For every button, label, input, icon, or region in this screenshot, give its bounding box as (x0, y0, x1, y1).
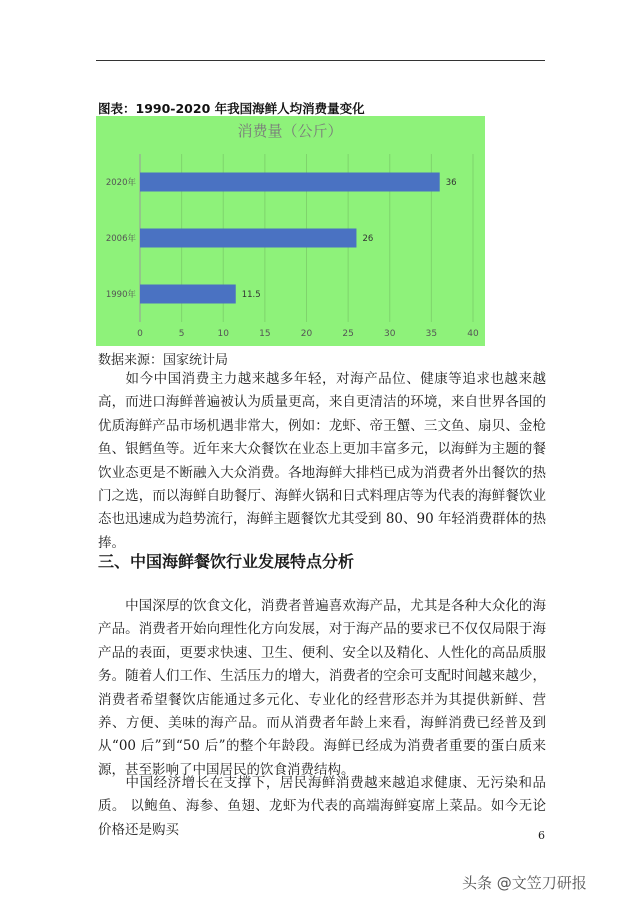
section-heading: 三、中国海鲜餐饮行业发展特点分析 (98, 552, 355, 571)
x-tick-label: 20 (300, 329, 313, 339)
bar-value-label: 36 (445, 178, 457, 188)
watermark: 头条 @文笠刀研报 (462, 874, 587, 892)
bar (140, 173, 440, 192)
bar (140, 229, 356, 248)
consumption-chart (96, 116, 485, 346)
x-tick-label: 10 (217, 329, 229, 339)
data-source-note: 数据来源：国家统计局 (98, 353, 229, 368)
bar-value-label: 26 (362, 234, 374, 244)
x-tick-label: 25 (342, 329, 354, 339)
figure-caption: 图表：1990-2020 年我国海鲜人均消费量变化 (98, 101, 365, 116)
x-tick-label: 40 (467, 329, 479, 339)
paragraph-text: 如今中国消费主力越来越多年轻，对海产品位、健康等追求也越来越高，而进口海鲜普遍被认为质量更高，来自更清洁的环境，来自世界各国的优质海鲜产品市场机遇非常大，例如：龙虾、帝王蟹、三文鱼、扇贝、金枪鱼、银鳕鱼等。近年来大众餐饮在业态上更加丰富多元，以海鲜为主题的餐饮业态更是不断融入大众消费。各地海鲜大排档已成为消费者外出餐饮的热门之选，而以海鲜自助餐厅、海鲜火锅和日式料理店等为代表的海鲜餐饮业态也迅速成为趋势流行，海鲜主题餐饮尤其受到 80、90 年轻消费群体的热捧。 (98, 371, 546, 551)
body-paragraph (98, 772, 546, 842)
chart-title: 消费量（公斤） (237, 122, 343, 140)
bar-value-label: 11.5 (241, 290, 261, 300)
x-tick-label: 0 (137, 329, 143, 339)
body-paragraph (98, 595, 546, 782)
bar (140, 285, 236, 304)
header-rule (96, 60, 545, 61)
paragraph-text: 中国深厚的饮食文化，消费者普遍喜欢海产品，尤其是各种大众化的海产品。消费者开始向理性化方向发展，对于海产品的要求已不仅仅局限于海产品的表面，更要求快速、卫生、便利、安全以及精化、人性化的高品质服务。随着人们工作、生活压力的增大，消费者的空余可支配时间越来越少，消费者希望餐饮店能通过多元化、专业化的经营形态并为其提供新鲜、营养、方便、美味的海产品。而从消费者年龄上来看，海鲜消费已经普及到从“00 后”到“50 后”的整个年龄段。海鲜已经成为消费者重要的蛋白质来源，甚至影响了中国居民的饮食消费结构。 (98, 598, 546, 778)
category-label: 2006年 (105, 234, 136, 244)
x-tick-label: 35 (425, 329, 438, 339)
chart-svg (96, 116, 485, 346)
category-label: 2020年 (105, 178, 136, 188)
category-label: 1990年 (105, 290, 136, 300)
paragraph-text: 中国经济增长在支撑下，居民海鲜消费越来越追求健康、无污染和品质。 以鲍鱼、海参、鱼翅、龙虾为代表的高端海鲜宴席上菜品。如今无论价格还是购买 (98, 775, 546, 838)
x-tick-label: 30 (384, 329, 396, 339)
x-tick-label: 5 (178, 329, 185, 339)
x-tick-label: 15 (259, 329, 271, 339)
page-number: 6 (538, 829, 545, 842)
body-paragraph (98, 368, 546, 555)
